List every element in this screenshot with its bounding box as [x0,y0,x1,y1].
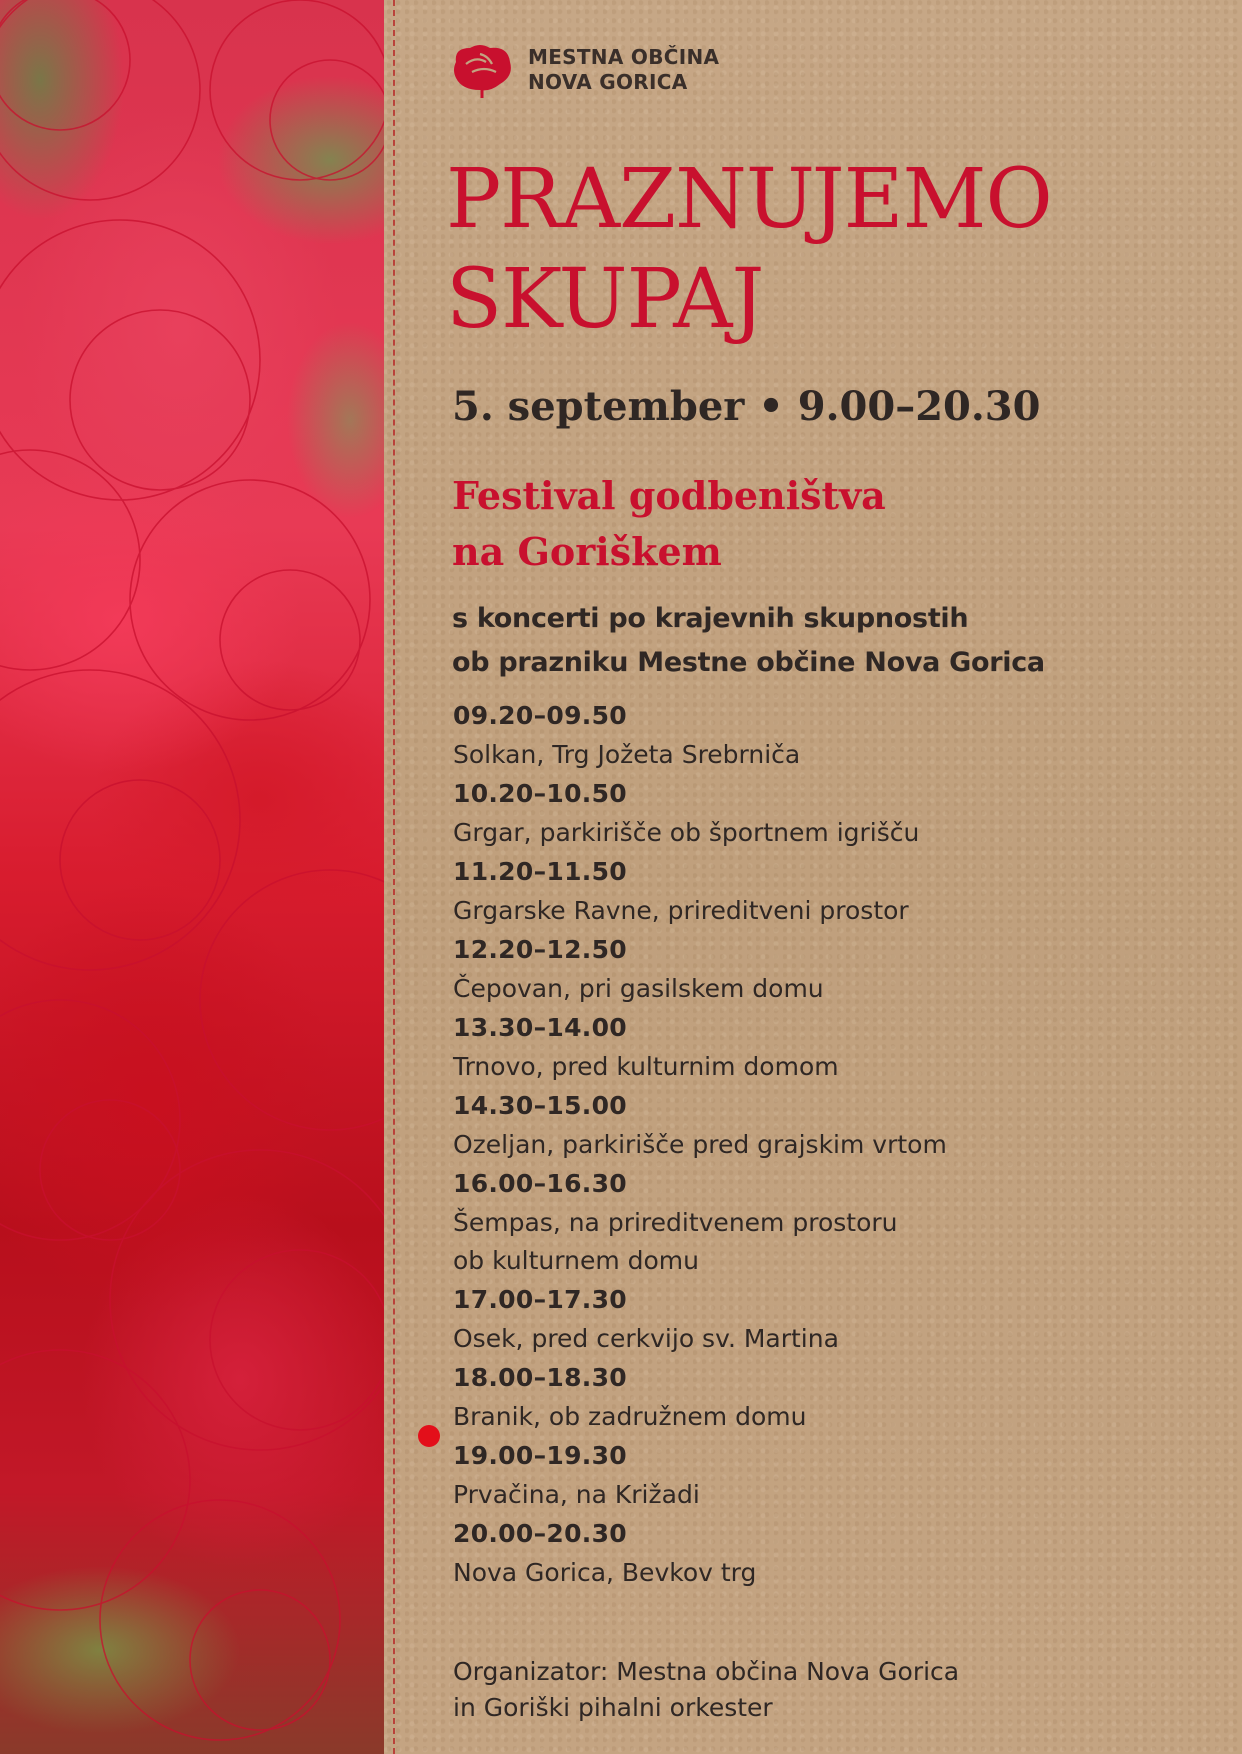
schedule-time: 16.00–16.30 [453,1169,627,1198]
schedule-place: Prvačina, na Križadi [453,1480,700,1509]
schedule-place: Čepovan, pri gasilskem domu [453,974,824,1003]
highlight-dot [418,1425,440,1447]
concert-schedule [453,696,947,1592]
schedule-time: 14.30–15.00 [453,1091,627,1120]
schedule-place: Osek, pred cerkvijo sv. Martina [453,1324,839,1353]
rose-icon [450,42,516,98]
festival-name [452,468,886,580]
title-line-2: SKUPAJ [446,252,764,347]
event-date: 5. september • 9.00–20.30 [452,383,1041,430]
schedule-item [453,1436,947,1514]
schedule-place: Branik, ob zadružnem domu [453,1402,807,1431]
schedule-time: 11.20–11.50 [453,857,627,886]
stitched-divider [393,0,395,1754]
rose-photo [0,0,384,1754]
organizer-credit [453,1654,959,1726]
schedule-item [453,1164,947,1280]
title-line-1: PRAZNUJEMO [446,152,1052,247]
subtitle-line-1: s koncerti po krajevnih skupnostih [452,603,969,634]
schedule-item [453,1514,947,1592]
subtitle-line-2: ob prazniku Mestne občine Nova Gorica [452,647,1045,678]
organizer-line-1: Organizator: Mestna občina Nova Gorica [453,1657,960,1686]
schedule-item [453,1086,947,1164]
schedule-time: 13.30–14.00 [453,1013,627,1042]
schedule-item [453,1008,947,1086]
subtitle [452,597,1045,685]
schedule-item [453,852,947,930]
schedule-time: 12.20–12.50 [453,935,627,964]
schedule-item [453,774,947,852]
schedule-time: 10.20–10.50 [453,779,627,808]
festival-line-2: na Goriškem [452,529,722,574]
festival-line-1: Festival godbeništva [452,473,886,518]
schedule-place: Nova Gorica, Bevkov trg [453,1558,757,1587]
schedule-time: 20.00–20.30 [453,1519,627,1548]
logo-line-1: MESTNA OBČINA [528,45,720,69]
schedule-time: 19.00–19.30 [453,1441,627,1470]
schedule-time: 09.20–09.50 [453,701,627,730]
schedule-place: Solkan, Trg Jožeta Srebrniča [453,740,801,769]
logo-line-2: NOVA GORICA [528,70,688,94]
schedule-item [453,1280,947,1358]
schedule-place: Trnovo, pred kulturnim domom [453,1052,839,1081]
schedule-time: 18.00–18.30 [453,1363,627,1392]
schedule-item [453,1358,947,1436]
logo-text [528,45,719,95]
schedule-place: Šempas, na prireditvenem prostoru [453,1208,898,1237]
schedule-place: Ozeljan, parkirišče pred grajskim vrtom [453,1130,947,1159]
page-title [446,150,1052,350]
schedule-item [453,930,947,1008]
schedule-place-continued: ob kulturnem domu [453,1246,699,1275]
schedule-place: Grgarske Ravne, prireditveni prostor [453,896,909,925]
municipality-logo [450,42,719,98]
organizer-line-2: in Goriški pihalni orkester [453,1693,773,1722]
swirl-pattern [0,0,384,1754]
schedule-item [453,696,947,774]
schedule-time: 17.00–17.30 [453,1285,627,1314]
schedule-place: Grgar, parkirišče ob športnem igrišču [453,818,920,847]
